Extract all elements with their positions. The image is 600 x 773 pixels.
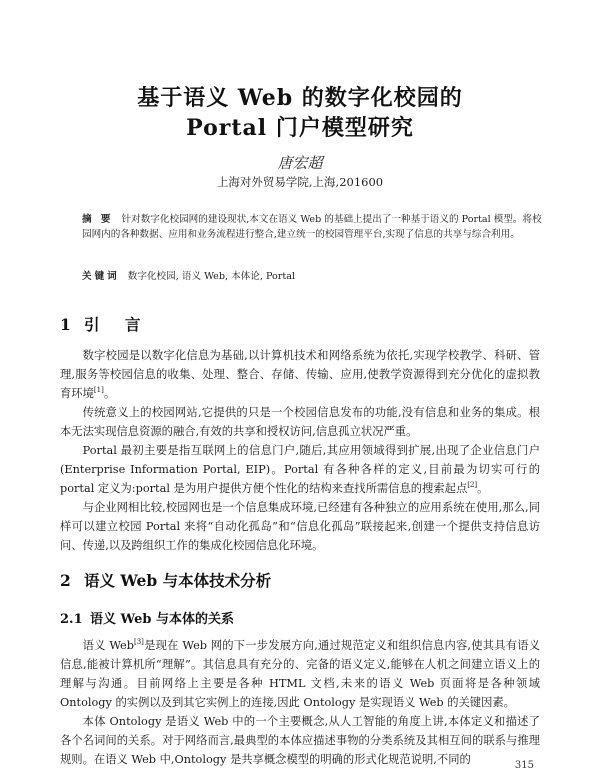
author-name: 唐宏超 <box>277 154 323 172</box>
paragraph: 本体 Ontology 是语义 Web 中的一个主要概念,从人工智能的角度上讲,本体定义和描述了各个名词间的关系。对于网络而言,最典型的本体应描述事物的分类系统及其相互间的联系与推理规则。在语义 Web 中,Ontology 是共享概念模型的明确的形式化规范说明,不同的 <box>60 715 540 766</box>
section-heading-introduction <box>60 313 150 335</box>
paragraph: 传统意义上的校园网站,它提供的只是一个校园信息发布的功能,没有信息和业务的集成。根本无法实现信息资源的融合,有效的共享和授权访问,信息孤立状况严重。 <box>60 406 540 438</box>
section1-body <box>60 346 540 555</box>
section-title: 语义 Web 与本体技术分析 <box>84 571 272 590</box>
citation-ref: [1] <box>93 386 104 395</box>
section-number: 2 <box>60 571 71 590</box>
paragraph: Portal 最初主要是指互联网上的信息门户,随后,其应用领域得到扩展,出现了企业信息门户(Enterprise Information Portal, EIP)。Portal 有各种各样的定义,目前最为切实可行的 portal 定义为:portal 是为用户提供方便个性化的结构来查找所需信息的搜索起点[2]。 <box>60 444 540 495</box>
paragraph: 数字校园是以数字化信息为基础,以计算机技术和网络系统为依托,实现学校教学、科研、管理,服务等校园信息的收集、处理、整合、存储、传输、应用,使教学资源得到充分优化的虚拟教育环境[1]。 <box>60 349 540 400</box>
subsection-number: 2.1 <box>60 612 83 627</box>
author-affiliation: 上海对外贸易学院,上海,201600 <box>216 175 384 189</box>
paper-title-line1: 基于语义 Web 的数字化校园的 <box>137 85 463 111</box>
keywords-label: 关键词 <box>82 271 120 282</box>
section-title: 引 言 <box>84 315 151 334</box>
paragraph: 语义 Web[3]是现在 Web 网的下一步发展方向,通过规范定义和组织信息内容,使其具有语义信息,能被计算机所“理解”。其信息具有充分的、完备的语义定义,能够在人机之间建立语义上的理解与沟通。目前网络上主要是各种 HTML 文档,未来的语义 Web 页面将是各种领域 Ontology 的实例以及到其它实例上的连接,因此 Ontology 是实现语义 Web 的关键因素。 <box>60 638 540 709</box>
section2-1-body <box>60 636 540 769</box>
abstract-label: 摘 要 <box>82 214 114 225</box>
citation-ref: [2] <box>467 481 478 490</box>
paragraph: 与企业网相比较,校园网也是一个信息集成环境,已经建有各种独立的应用系统在使用,那么,同样可以建立校园 Portal 来将“自动化孤岛”和“信息化孤岛”联接起来,创建一个提供支持信息访问、传递,以及跨组织工作的集成化校园信息化环境。 <box>60 501 540 552</box>
subsection-title: 语义 Web 与本体的关系 <box>90 612 234 627</box>
citation-ref: [3] <box>133 638 144 647</box>
keywords <box>82 268 542 282</box>
page-number: 315 <box>514 760 534 771</box>
section-heading-semantic-web <box>60 569 271 591</box>
abstract-text: 针对数字化校园网的建设现状,本文在语义 Web 的基础上提出了一种基于语义的 Portal 模型。将校园网内的各种数据、应用和业务流程进行整合,建立统一的校园管理平台,实现了信息的共享与综合利用。 <box>82 214 542 240</box>
section-number: 1 <box>60 315 81 334</box>
abstract <box>82 212 542 242</box>
paper-title-line2: Portal 门户模型研究 <box>186 115 414 141</box>
keywords-text: 数字化校园, 语义 Web, 本体论, Portal <box>127 271 296 282</box>
subsection-heading <box>60 608 234 627</box>
